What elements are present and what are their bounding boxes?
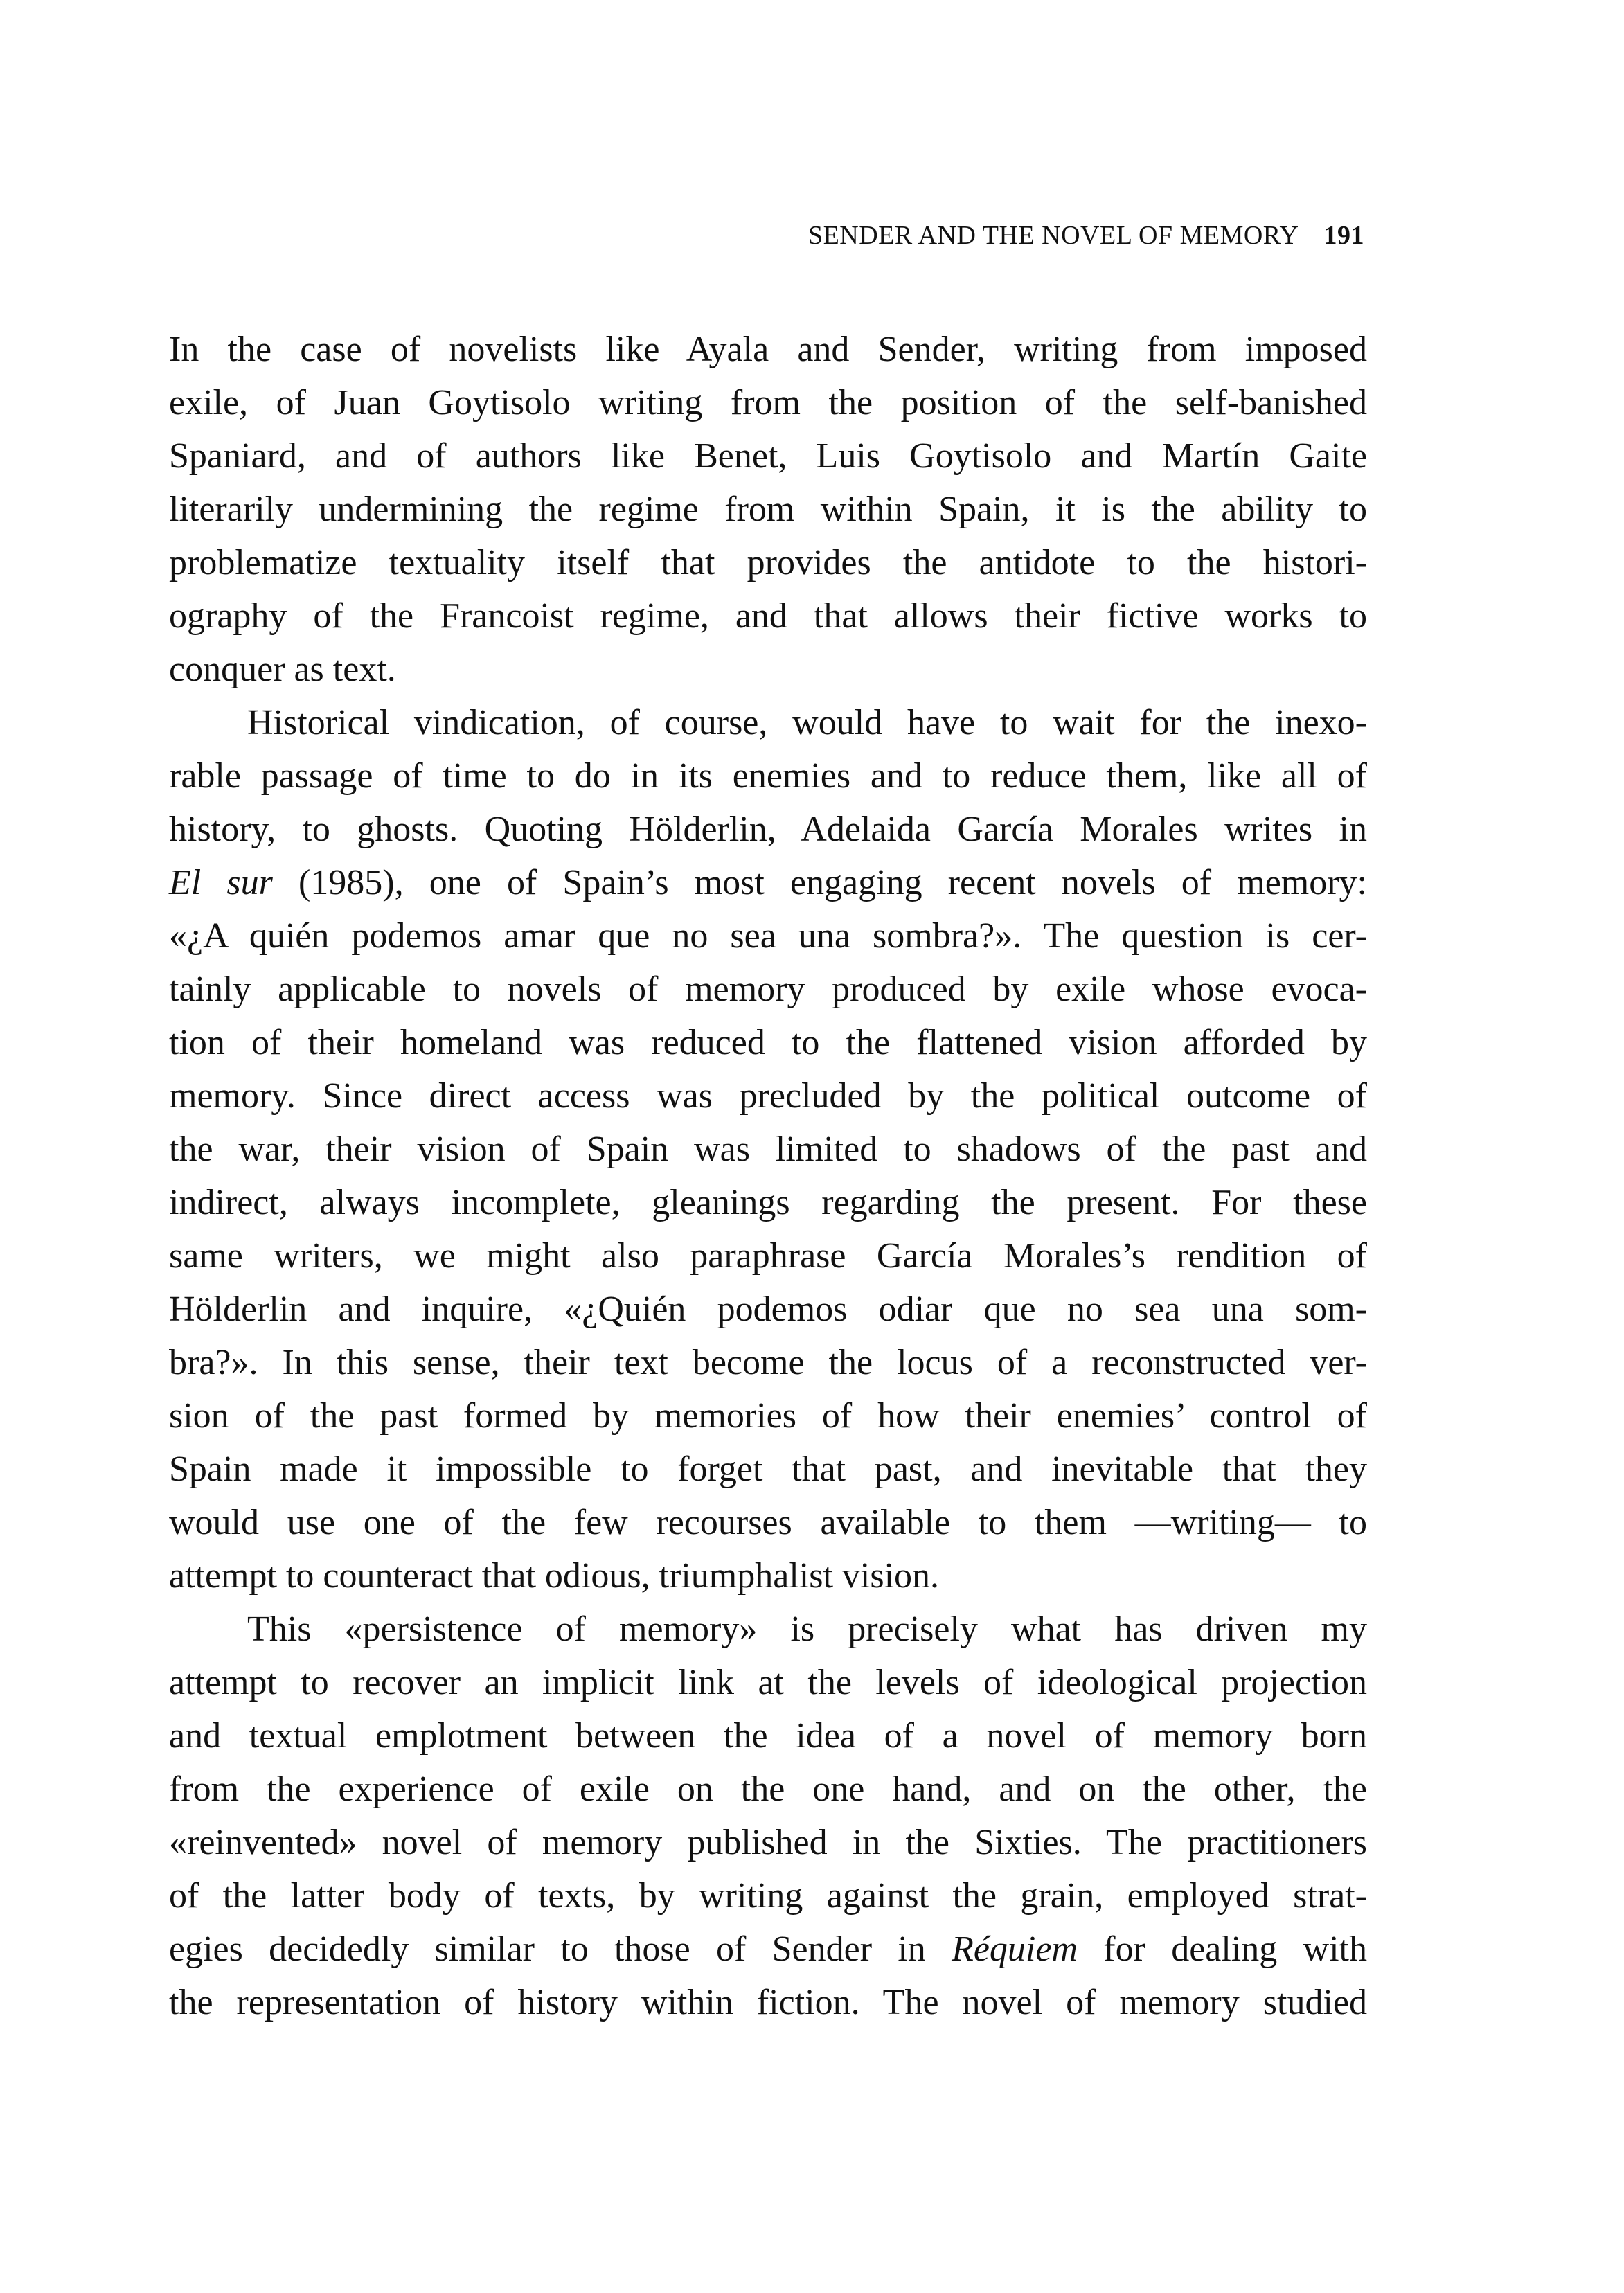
book-title: El sur (169, 863, 273, 902)
text-line: indirect, always incomplete, gleanings regarding the present. For these (169, 1183, 1367, 1222)
text-line: tion of their homeland was reduced to the flattened vision afforded by (169, 1023, 1367, 1062)
text-line: Hölderlin and inquire, «¿Quién podemos odiar que no sea una som- (169, 1290, 1367, 1329)
book-title: Réquiem (952, 1929, 1078, 1969)
text-line: In the case of novelists like Ayala and Sender, writing from imposed (169, 330, 1367, 369)
running-head (808, 220, 1364, 251)
text-line: ography of the Francoist regime, and that allows their fictive works to (169, 596, 1367, 636)
text-line: would use one of the few recourses available to them —writing— to (169, 1503, 1367, 1542)
text-line: of the latter body of texts, by writing against the grain, employed strat- (169, 1876, 1367, 1916)
text-line: attempt to counteract that odious, triumphalist vision. (169, 1556, 940, 1596)
text-line: literarily undermining the regime from within Spain, it is the ability to (169, 490, 1367, 529)
text-line: same writers, we might also paraphrase García Morales’s rendition of (169, 1236, 1367, 1276)
line-text: egies decidedly similar to those of Sender in (169, 1929, 952, 1969)
page-number: 191 (1323, 221, 1364, 250)
text-line: problematize textuality itself that provides the antidote to the histori- (169, 543, 1367, 582)
text-line: Spain made it impossible to forget that past, and inevitable that they (169, 1449, 1367, 1489)
text-line: history, to ghosts. Quoting Hölderlin, Adelaida García Morales writes in (169, 810, 1367, 849)
line-text: (1985), one of Spain’s most engaging recent novels of memory: (272, 863, 1367, 902)
text-line (169, 1922, 1367, 1976)
text-line: This «persistence of memory» is precisely what has driven my (247, 1609, 1367, 1649)
text-line: bra?». In this sense, their text become the locus of a reconstructed ver- (169, 1343, 1367, 1382)
line-text: for dealing with (1078, 1929, 1367, 1969)
text-line: rable passage of time to do in its enemies and to reduce them, like all of (169, 756, 1367, 796)
text-line: the war, their vision of Spain was limited to shadows of the past and (169, 1130, 1367, 1169)
text-line: memory. Since direct access was precluded by the political outcome of (169, 1076, 1367, 1116)
text-line: conquer as text. (169, 650, 396, 689)
text-line: sion of the past formed by memories of how their enemies’ control of (169, 1396, 1367, 1436)
text-line: Historical vindication, of course, would have to wait for the inexo- (247, 703, 1367, 742)
text-line: «¿A quién podemos amar que no sea una sombra?». The question is cer- (169, 916, 1367, 956)
text-line: Spaniard, and of authors like Benet, Luis Goytisolo and Martín Gaite (169, 436, 1367, 476)
running-title: SENDER AND THE NOVEL OF MEMORY (807, 221, 1299, 250)
text-line: exile, of Juan Goytisolo writing from the position of the self-banished (169, 383, 1367, 422)
text-line (169, 856, 1367, 909)
text-line: and textual emplotment between the idea of a novel of memory born (169, 1716, 1367, 1756)
text-line: «reinvented» novel of memory published in the Sixties. The practitioners (169, 1823, 1367, 1862)
text-line: the representation of history within fiction. The novel of memory studied (169, 1983, 1367, 2022)
text-line: tainly applicable to novels of memory produced by exile whose evoca- (169, 970, 1367, 1009)
text-line: attempt to recover an implicit link at the levels of ideological projection (169, 1663, 1367, 1702)
text-line: from the experience of exile on the one hand, and on the other, the (169, 1769, 1367, 1809)
body-text (169, 323, 1367, 2029)
